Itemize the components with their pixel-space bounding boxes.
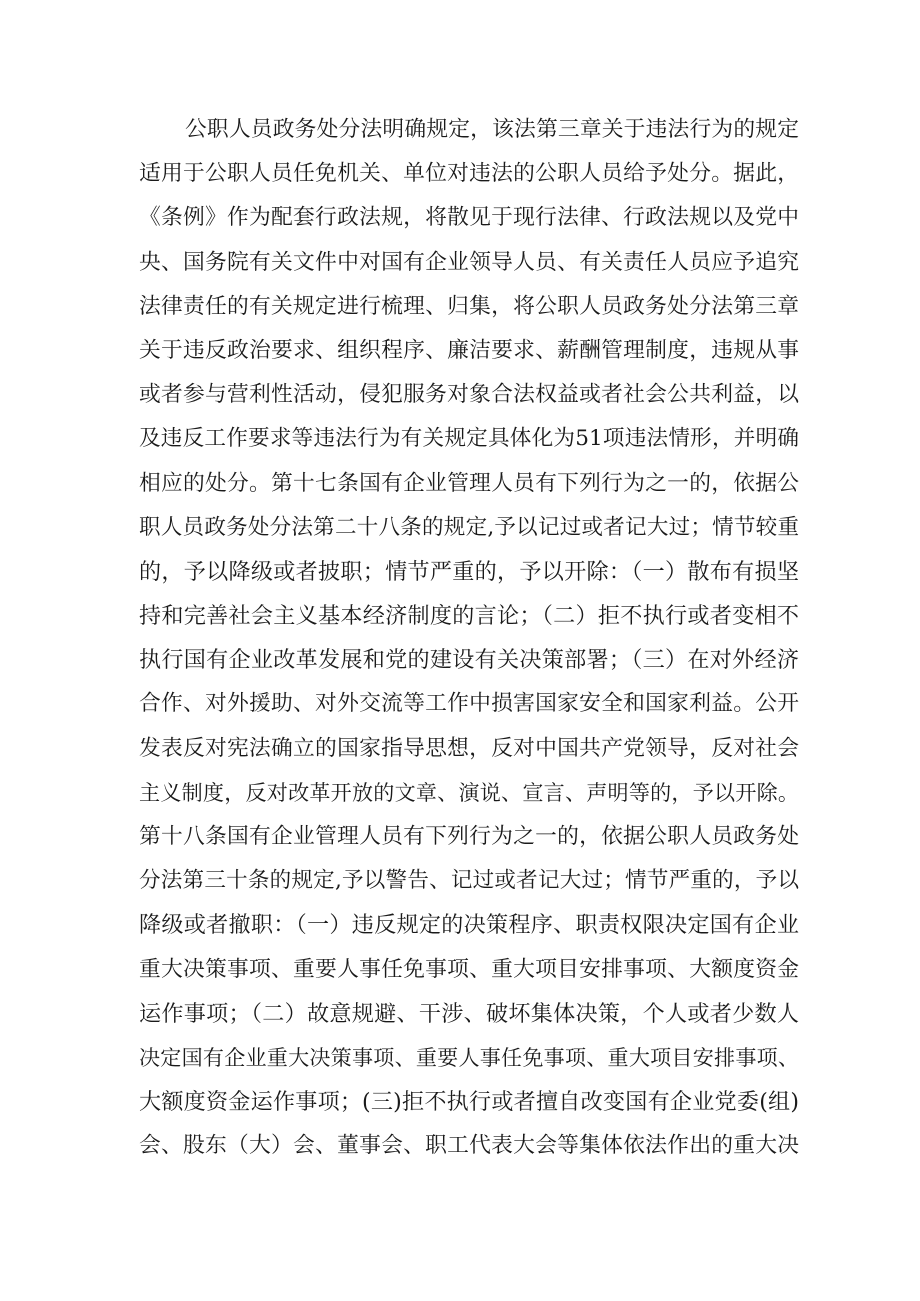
text-line: 法律责任的有关规定进行梳理、归集，将公职人员政务处分法第三章 <box>139 293 799 319</box>
text-line: 及违反工作要求等违法行为有关规定具体化为51项违法情形，并明确 <box>139 426 799 452</box>
text-line: 的，予以降级或者披职；情节严重的，予以开除：（一）散布有损坚 <box>139 558 799 585</box>
text-line: 相应的处分。第十七条国有企业管理人员有下列行为之一的，依据公 <box>139 470 799 496</box>
body-paragraph <box>139 108 799 1169</box>
text-line: 会、股东（大）会、董事会、职工代表大会等集体依法作出的重大决 <box>139 1133 799 1159</box>
text-line: 《条例》作为配套行政法规，将散见于现行法律、行政法规以及党中 <box>139 205 799 231</box>
text-line: 适用于公职人员任免机关、单位对违法的公职人员给予处分。据此， <box>139 161 799 187</box>
text-line: 第十八条国有企业管理人员有下列行为之一的，依据公职人员政务处 <box>139 824 799 849</box>
text-line: 发表反对宪法确立的国家指导思想，反对中国共产党领导，反对社会 <box>139 735 799 761</box>
text-line: 大额度资金运作事项；(三)拒不执行或者擅自改变国有企业党委(组) <box>139 1089 799 1116</box>
text-line: 或者参与营利性活动，侵犯服务对象合法权益或者社会公共利益，以 <box>139 382 799 408</box>
text-line: 重大决策事项、重要人事任免事项、重大项目安排事项、大额度资金 <box>139 956 799 982</box>
text-line: 职人员政务处分法第二十八条的规定,予以记过或者记大过；情节较重 <box>139 514 799 540</box>
text-line: 公职人员政务处分法明确规定，该法第三章关于违法行为的规定 <box>185 117 799 142</box>
text-line: 运作事项；（二）故意规避、干涉、破坏集体决策，个人或者少数人 <box>139 1000 799 1027</box>
text-line: 持和完善社会主义基本经济制度的言论；（二）拒不执行或者变相不 <box>139 603 799 630</box>
text-line: 执行国有企业改革发展和党的建设有关决策部署；（三）在对外经济 <box>139 647 799 674</box>
text-line: 合作、对外援助、对外交流等工作中损害国家安全和国家利益。公开 <box>139 691 799 717</box>
text-line: 降级或者撤职：（一）违反规定的决策程序、职责权限决定国有企业 <box>139 912 799 939</box>
text-line: 决定国有企业重大决策事项、重要人事任免事项、重大项目安排事项、 <box>139 1044 799 1070</box>
text-line: 关于违反政治要求、组织程序、廉洁要求、薪酬管理制度，违规从事 <box>139 337 799 363</box>
text-line: 分法第三十条的规定,予以警告、记过或者记大过；情节严重的，予以 <box>139 868 799 894</box>
text-line: 主义制度，反对改革开放的文章、演说、宣言、声明等的，予以开除。 <box>139 779 799 805</box>
text-line: 央、国务院有关文件中对国有企业领导人员、有关责任人员应予追究 <box>139 249 799 275</box>
